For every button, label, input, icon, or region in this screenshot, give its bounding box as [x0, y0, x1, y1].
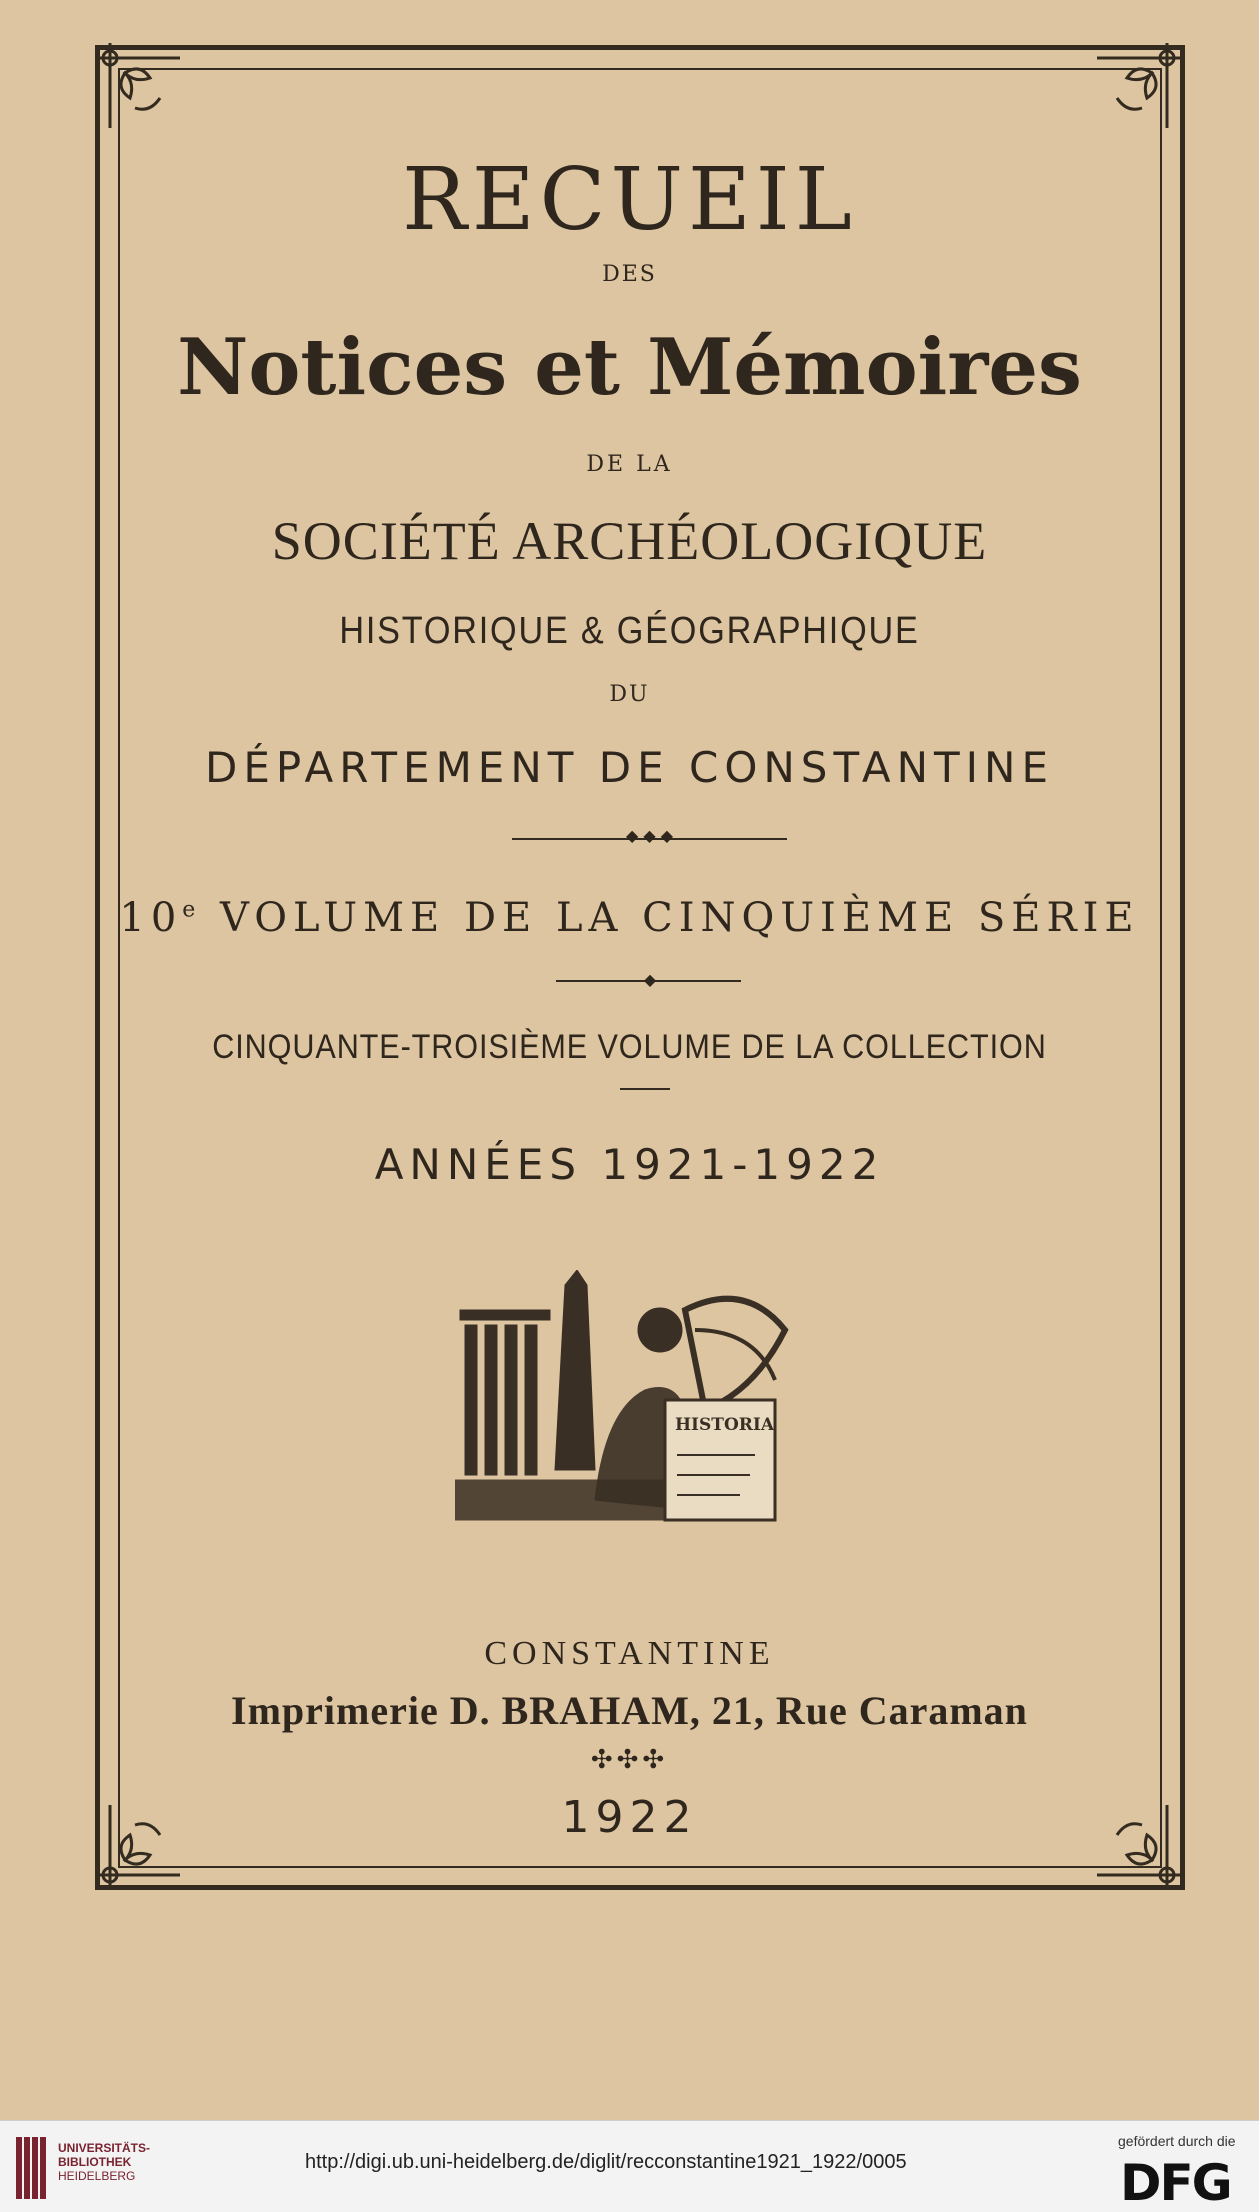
permalink-url[interactable]: http://digi.ub.uni-heidelberg.de/diglit/recconstantine1921_1922/0005	[305, 2151, 907, 2173]
heading-notices: Notices et Mémoires	[177, 322, 1082, 413]
collection-line: CINQUANTE-TROISIÈME VOLUME DE LA COLLECTION	[212, 1028, 1047, 1066]
divider-short-rule	[620, 1088, 670, 1090]
dfg-logo: DFG	[1120, 2154, 1231, 2212]
imprint-year: 1922	[561, 1792, 698, 1843]
library-name	[58, 2141, 150, 2183]
historia-angel-vignette	[455, 1270, 810, 1535]
scroll-text: HISTORIA	[675, 1415, 775, 1435]
heading-departement: DÉPARTEMENT DE CONSTANTINE	[205, 743, 1054, 792]
imprint-city: CONSTANTINE	[484, 1635, 775, 1672]
divider-diamond-icon: ◆	[643, 970, 657, 989]
volume-text: VOLUME DE LA CINQUIÈME SÉRIE	[220, 895, 1140, 941]
funding-caption: gefördert durch die	[1118, 2133, 1236, 2149]
corner-ornament-icon	[90, 38, 185, 133]
text-de-la: DE LA	[586, 452, 673, 477]
library-line-1: UNIVERSITÄTS-	[58, 2141, 151, 2155]
volume-number: 10	[119, 895, 183, 941]
heading-recueil: RECUEIL	[402, 150, 857, 250]
corner-ornament-icon	[1092, 38, 1187, 133]
text-du: DU	[609, 682, 650, 707]
volume-line	[0, 895, 1259, 941]
divider-ornament-icon: ◆ ◆ ◆	[625, 826, 674, 845]
imprint-ornament-icon: ✣✣✣	[590, 1745, 669, 1775]
volume-superscript: e	[182, 897, 202, 923]
years-line: ANNÉES 1921-1922	[374, 1140, 885, 1189]
text-des: DES	[602, 262, 657, 287]
digitization-footer	[0, 2120, 1259, 2212]
university-library-logo-icon	[14, 2133, 52, 2203]
heading-historique: HISTORIQUE & GÉOGRAPHIQUE	[339, 610, 920, 652]
imprint-printer: Imprimerie D. BRAHAM, 21, Rue Caraman	[231, 1688, 1028, 1733]
library-line-3: HEIDELBERG	[58, 2169, 136, 2183]
heading-societe: SOCIÉTÉ ARCHÉOLOGIQUE	[271, 511, 988, 571]
library-line-2: BIBLIOTHEK	[58, 2155, 132, 2169]
